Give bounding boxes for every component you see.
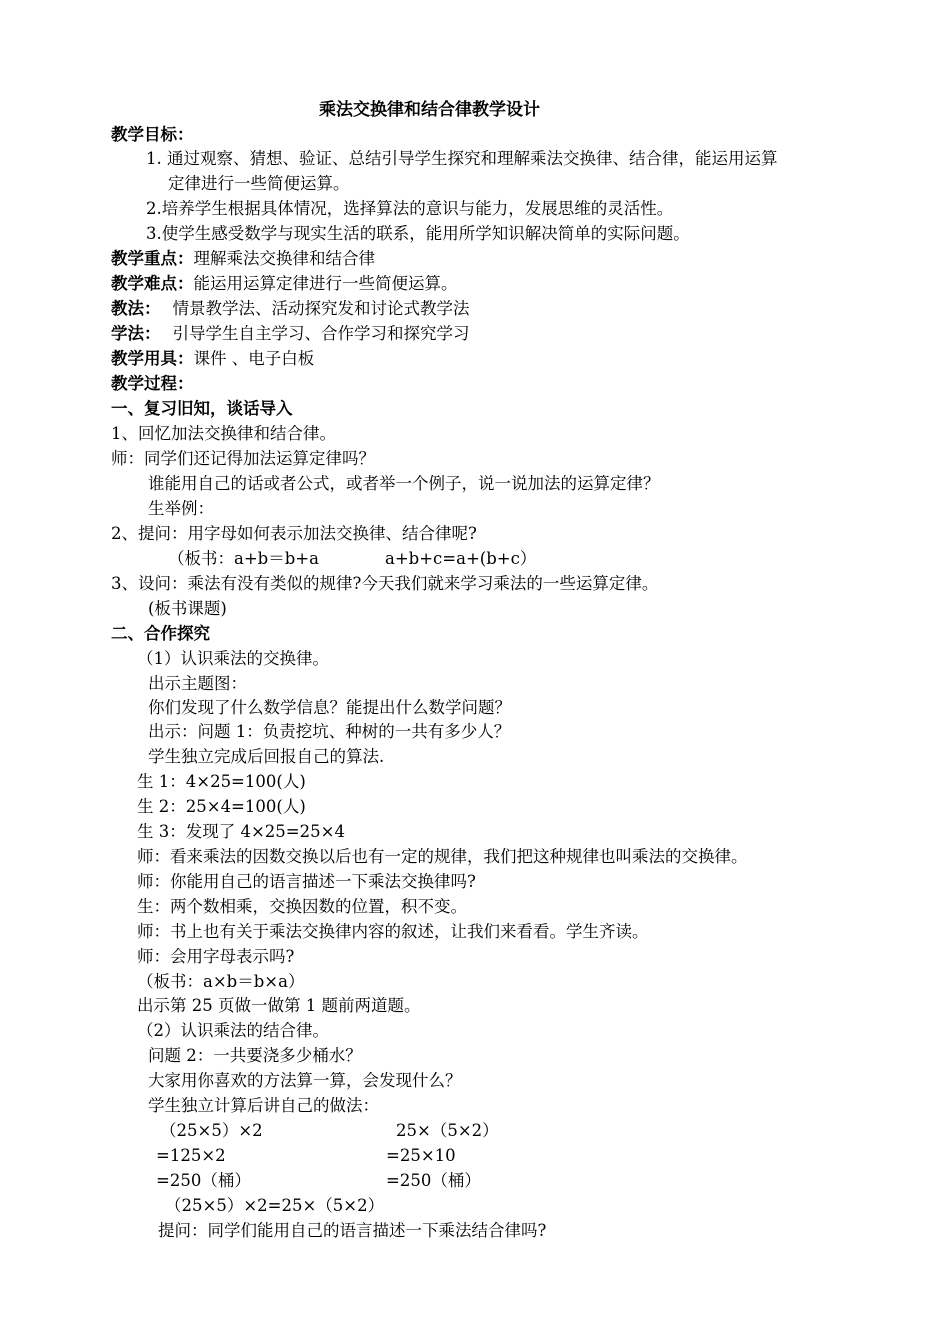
goal-2: 2.培养学生根据具体情况，选择算法的意识与能力，发展思维的灵活性。	[146, 199, 674, 218]
key-point-text: 理解乘法交换律和结合律	[193, 249, 375, 268]
s2-p11: 生：两个数相乘，交换因数的位置，积不变。	[137, 897, 467, 916]
learning-method	[111, 324, 470, 344]
teaching-tools-text: 课件 、电子白板	[193, 349, 315, 368]
s2-p12: 师：书上也有关于乘法交换律内容的叙述，让我们来看看。学生齐读。	[137, 922, 649, 941]
calc-right-3: =250（桶）	[386, 1171, 481, 1190]
calc-right-2: =25×10	[386, 1146, 456, 1165]
s2-p15: 出示第 25 页做一做第 1 题前两道题。	[137, 996, 421, 1015]
calc-conclusion: （25×5）×2=25×（5×2）	[165, 1196, 385, 1215]
difficulty-text: 能运用运算定律进行一些简便运算。	[193, 274, 458, 293]
s2-p17: 问题 2：一共要浇多少桶水？	[148, 1046, 362, 1065]
s1-line-2: 师：同学们还记得加法运算定律吗？	[111, 449, 375, 468]
s1-line-3: 谁能用自己的话或者公式，或者举一个例子，说一说加法的运算定律？	[148, 474, 660, 493]
calc-left-3: =250（桶）	[156, 1171, 251, 1190]
process-label: 教学过程：	[111, 374, 194, 393]
calc-left-2: =125×2	[156, 1146, 226, 1165]
s2-p16: （2）认识乘法的结合律。	[137, 1021, 329, 1040]
calc-right-1: 25×（5×2）	[396, 1121, 499, 1140]
section-2-heading: 二、合作探究	[111, 624, 210, 643]
s1-board-2: a+b+c=a+(b+c）	[385, 549, 537, 568]
s1-line-7: 3、设问：乘法有没有类似的规律?今天我们就来学习乘法的一些运算定律。	[111, 574, 659, 593]
goal-3: 3.使学生感受数学与现实生活的联系，能用所学知识解决简单的实际问题。	[146, 224, 690, 243]
s2-p21: 提问：同学们能用自己的语言描述一下乘法结合律吗?	[158, 1221, 547, 1240]
teaching-method-text: 情景教学法、活动探究发和讨论式教学法	[172, 299, 470, 318]
teaching-method	[111, 299, 470, 319]
s2-p6: 生 1：4×25=100(人)	[137, 772, 306, 791]
s2-p18: 大家用你喜欢的方法算一算，会发现什么？	[148, 1071, 462, 1090]
s1-line-5: 2、提问：用字母如何表示加法交换律、结合律呢?	[111, 524, 477, 543]
s2-p13: 师：会用字母表示吗?	[137, 947, 295, 966]
s1-line-4: 生举例：	[148, 499, 214, 518]
teaching-tools-label: 教学用具：	[111, 349, 194, 368]
s2-p14: （板书：a×b＝b×a）	[137, 972, 305, 991]
key-point	[111, 249, 375, 269]
s2-p4: 出示：问题 1：负责挖坑、种树的一共有多少人？	[148, 722, 511, 741]
section-1-heading: 一、复习旧知，谈话导入	[111, 399, 293, 418]
teaching-method-label: 教法：	[111, 299, 161, 318]
goal-1: 1. 通过观察、猜想、验证、总结引导学生探究和理解乘法交换律、结合律，能运用运算	[146, 149, 778, 168]
s2-p7: 生 2：25×4=100(人)	[137, 797, 306, 816]
s2-p2: 出示主题图：	[148, 674, 247, 693]
s2-p19: 学生独立计算后讲自己的做法：	[148, 1096, 379, 1115]
s2-p5: 学生独立完成后回报自己的算法.	[148, 747, 385, 766]
s2-p3: 你们发现了什么数学信息？能提出什么数学问题？	[148, 698, 511, 717]
difficulty-label: 教学难点：	[111, 274, 194, 293]
document-title: 乘法交换律和结合律教学设计	[319, 100, 540, 120]
key-point-label: 教学重点：	[111, 249, 194, 268]
learning-method-text: 引导学生自主学习、合作学习和探究学习	[172, 324, 470, 343]
difficulty	[111, 274, 458, 294]
s1-line-1: 1、回忆加法交换律和结合律。	[111, 424, 336, 443]
s2-p8: 生 3：发现了 4×25=25×4	[137, 822, 345, 841]
s2-p1: （1）认识乘法的交换律。	[137, 649, 329, 668]
s2-p10: 师：你能用自己的语言描述一下乘法交换律吗?	[137, 872, 476, 891]
goals-label: 教学目标：	[111, 125, 194, 144]
learning-method-label: 学法：	[111, 324, 161, 343]
s1-board-1: （板书：a+b＝b+a	[168, 549, 319, 568]
teaching-tools	[111, 349, 314, 369]
s2-p9: 师：看来乘法的因数交换以后也有一定的规律，我们把这种规律也叫乘法的交换律。	[137, 847, 748, 866]
calc-left-1: （25×5）×2	[160, 1121, 263, 1140]
goal-1-cont: 定律进行一些简便运算。	[168, 174, 350, 193]
s1-line-8: (板书课题)	[148, 599, 227, 618]
